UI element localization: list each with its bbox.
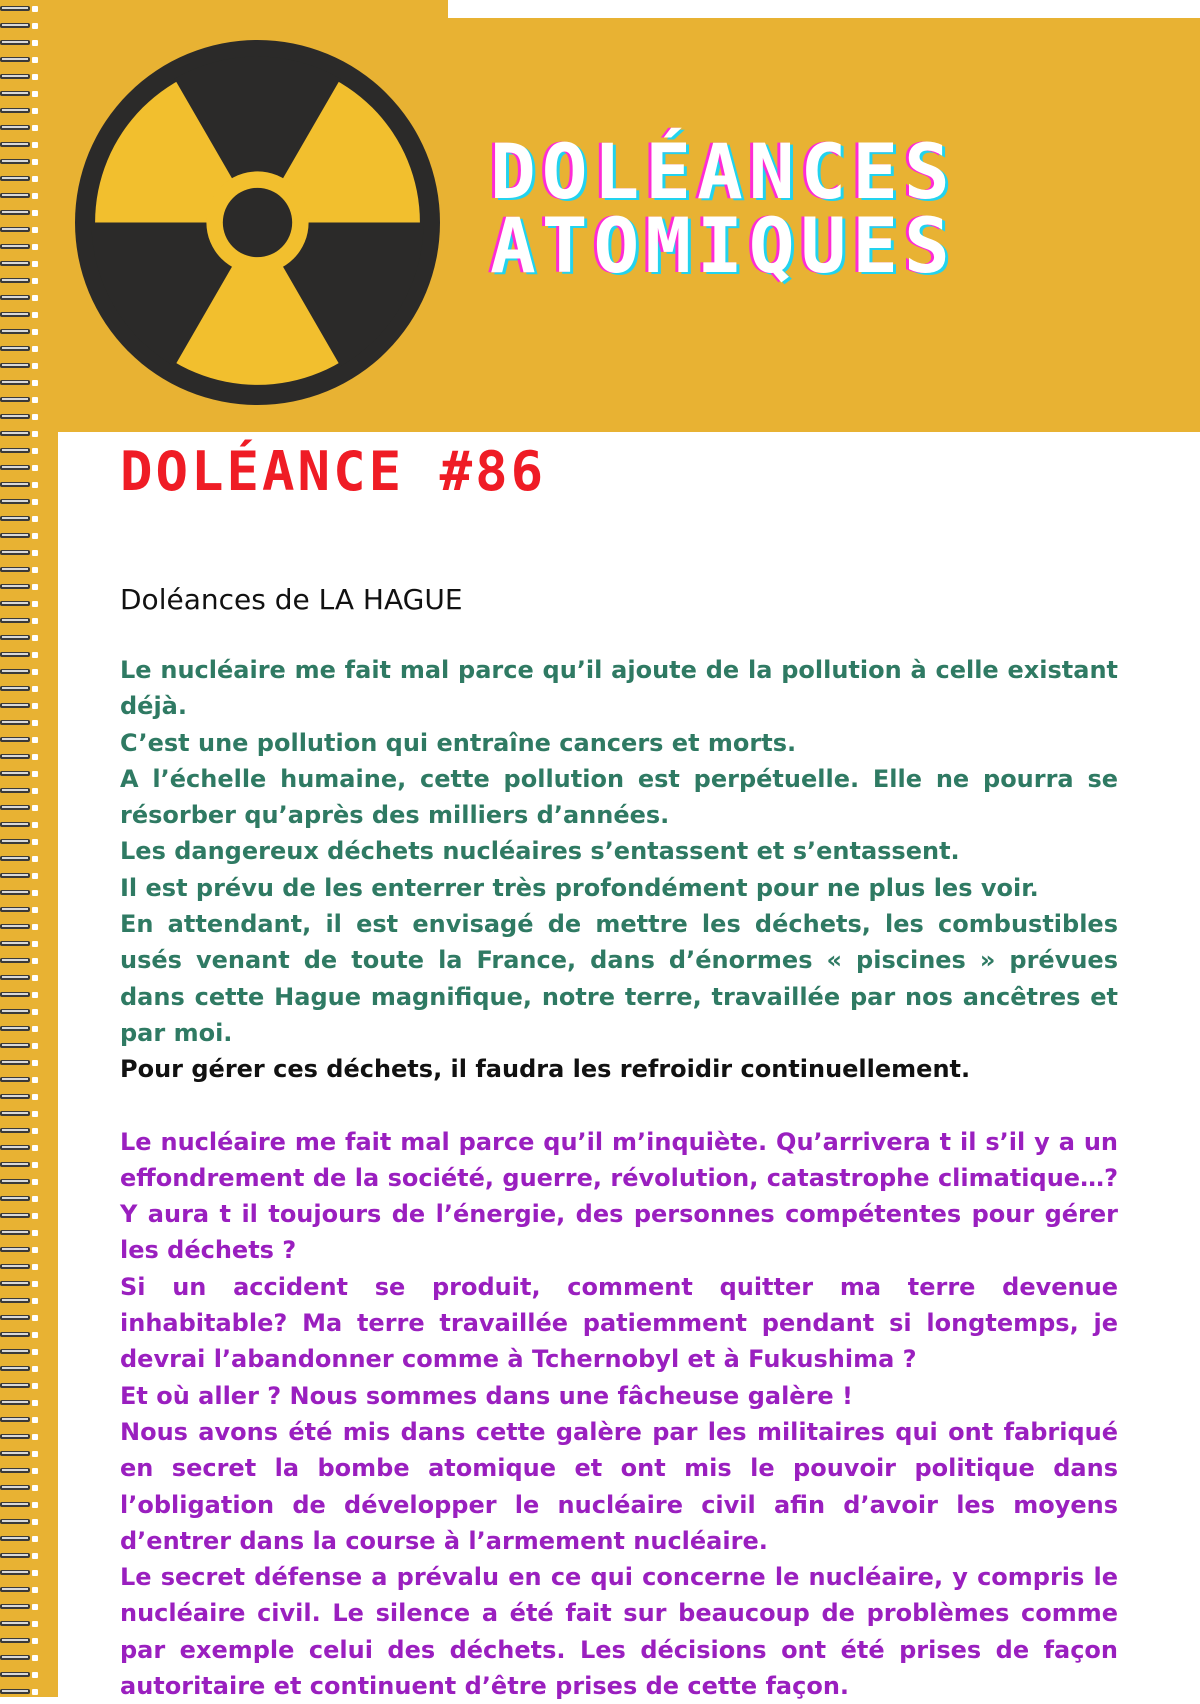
- spiral-ring: [0, 176, 38, 182]
- spiral-ring: [0, 1145, 38, 1151]
- spiral-ring: [0, 1315, 38, 1321]
- spiral-ring: [0, 91, 38, 97]
- spiral-ring: [0, 6, 38, 12]
- spiral-ring: [0, 635, 38, 641]
- spiral-binding: [0, 0, 58, 1697]
- paragraph-line: Le secret défense a prévalu en ce qui concerne le nucléaire, y compris le nucléaire civil. Le silence a été fait sur beaucoup de problèmes comme par exemple celui des déchets. Les décisions ont été prises de façon autoritaire et continuent d’être prises de cette façon.: [120, 1563, 1118, 1701]
- spiral-ring: [0, 1485, 38, 1491]
- paragraph-line: Le nucléaire me fait mal parce qu’il m’inquiète. Qu’arrivera t il s’il y a un effondrement de la société, guerre, révolution, catastrophe climatique…?Y aura t il toujours de l’énergie, des personnes compétentes pour gérer les déchets ?: [120, 1127, 1118, 1265]
- title-line-1: DOLÉANCES: [490, 127, 956, 216]
- spiral-ring: [0, 397, 38, 403]
- spiral-ring: [0, 1332, 38, 1338]
- spiral-ring: [0, 329, 38, 335]
- spiral-ring: [0, 261, 38, 267]
- spiral-ring: [0, 1281, 38, 1287]
- paragraph-line: Et où aller ? Nous sommes dans une fâcheuse galère !: [120, 1381, 853, 1410]
- spiral-ring: [0, 618, 38, 624]
- spiral-ring: [0, 1043, 38, 1049]
- spiral-ring: [0, 873, 38, 879]
- spiral-ring: [0, 312, 38, 318]
- spiral-ring: [0, 244, 38, 250]
- section-inquietude: [120, 1124, 1118, 1704]
- paragraph-line: Il est prévu de les enterrer très profondément pour ne plus les voir.: [120, 873, 1039, 902]
- spiral-ring: [0, 482, 38, 488]
- spiral-ring: [0, 1519, 38, 1525]
- spiral-ring: [0, 465, 38, 471]
- paragraph-line: En attendant, il est envisagé de mettre les déchets, les combustibles usés venant de toute la France, dans d’énormes « piscines » prévues dans cette Hague magnifique, notre terre, travaillée par nos ancêtres et par moi.: [120, 910, 1118, 1047]
- spiral-ring: [0, 856, 38, 862]
- spiral-ring: [0, 1672, 38, 1678]
- spiral-ring: [0, 924, 38, 930]
- spiral-ring: [0, 1213, 38, 1219]
- spiral-ring: [0, 380, 38, 386]
- spiral-ring: [0, 652, 38, 658]
- spiral-ring: [0, 1179, 38, 1185]
- spiral-ring: [0, 703, 38, 709]
- spiral-ring: [0, 1536, 38, 1542]
- spiral-ring: [0, 1230, 38, 1236]
- spiral-ring: [0, 363, 38, 369]
- spiral-ring: [0, 346, 38, 352]
- spiral-ring: [0, 278, 38, 284]
- spiral-ring: [0, 1400, 38, 1406]
- spiral-ring: [0, 499, 38, 505]
- spiral-ring: [0, 890, 38, 896]
- spiral-ring: [0, 1060, 38, 1066]
- spiral-ring: [0, 1026, 38, 1032]
- spiral-ring: [0, 414, 38, 420]
- spiral-ring: [0, 57, 38, 63]
- spiral-ring: [0, 533, 38, 539]
- spiral-ring: [0, 720, 38, 726]
- spiral-ring: [0, 1553, 38, 1559]
- spiral-ring: [0, 958, 38, 964]
- spiral-ring: [0, 975, 38, 981]
- spiral-ring: [0, 839, 38, 845]
- spiral-ring: [0, 431, 38, 437]
- spiral-ring: [0, 125, 38, 131]
- spiral-ring: [0, 1077, 38, 1083]
- spiral-ring: [0, 992, 38, 998]
- spiral-ring: [0, 1247, 38, 1253]
- paragraph-line: A l’échelle humaine, cette pollution est perpétuelle. Elle ne pourra se résorber qu’après des milliers d’années.: [120, 764, 1118, 830]
- spiral-ring: [0, 907, 38, 913]
- spiral-ring: [0, 754, 38, 760]
- spiral-ring: [0, 1366, 38, 1372]
- spiral-ring: [0, 567, 38, 573]
- spiral-ring: [0, 210, 38, 216]
- paragraph-line: Si un accident se produit, comment quitter ma terre devenue inhabitable? Ma terre travaillée patiemment pendant si longtemps, je devrai l’abandonner comme à Tchernobyl et à Fukushima ?: [120, 1272, 1118, 1374]
- spiral-ring: [0, 23, 38, 29]
- document-subtitle: Doléances de LA HAGUE: [120, 583, 463, 616]
- spiral-ring: [0, 227, 38, 233]
- spiral-ring: [0, 193, 38, 199]
- spiral-ring: [0, 584, 38, 590]
- page-title: [490, 127, 1190, 290]
- spiral-ring: [0, 941, 38, 947]
- spiral-ring: [0, 1009, 38, 1015]
- spiral-ring: [0, 1638, 38, 1644]
- spiral-ring: [0, 1451, 38, 1457]
- spiral-ring: [0, 1434, 38, 1440]
- spiral-ring: [0, 1655, 38, 1661]
- spiral-ring: [0, 1094, 38, 1100]
- spiral-ring: [0, 771, 38, 777]
- spiral-ring: [0, 1162, 38, 1168]
- spiral-ring: [0, 686, 38, 692]
- spiral-ring: [0, 1689, 38, 1695]
- title-line-2: ATOMIQUES: [490, 201, 956, 290]
- spiral-ring: [0, 1468, 38, 1474]
- spiral-ring: [0, 1264, 38, 1270]
- spiral-ring: [0, 601, 38, 607]
- paragraph-line: Nous avons été mis dans cette galère par les militaires qui ont fabriqué en secret la bombe atomique et ont mis le pouvoir politique dans l’obligation de développer le nucléaire civil afin d’avoir les moyens d’entrer dans la course à l’armement nucléaire.: [120, 1417, 1118, 1555]
- spiral-ring: [0, 1587, 38, 1593]
- spiral-ring: [0, 516, 38, 522]
- spiral-ring: [0, 550, 38, 556]
- spiral-ring: [0, 40, 38, 46]
- section-closing-line: Pour gérer ces déchets, il faudra les refroidir continuellement.: [120, 1055, 971, 1084]
- spiral-ring: [0, 1349, 38, 1355]
- spiral-ring: [0, 448, 38, 454]
- spiral-ring: [0, 1502, 38, 1508]
- section-pollution: [120, 652, 1118, 1051]
- spiral-ring: [0, 1298, 38, 1304]
- spiral-ring: [0, 737, 38, 743]
- paragraph-line: Les dangereux déchets nucléaires s’entassent et s’entassent.: [120, 837, 960, 866]
- spiral-ring: [0, 788, 38, 794]
- paragraph-line: C’est une pollution qui entraîne cancers et morts.: [120, 728, 797, 757]
- spiral-ring: [0, 669, 38, 675]
- spiral-ring: [0, 1111, 38, 1117]
- spiral-ring: [0, 1417, 38, 1423]
- spiral-ring: [0, 142, 38, 148]
- spiral-ring: [0, 74, 38, 80]
- spiral-ring: [0, 108, 38, 114]
- doleance-number: DOLÉANCE #86: [120, 440, 547, 503]
- spiral-ring: [0, 295, 38, 301]
- spiral-ring: [0, 1196, 38, 1202]
- spiral-ring: [0, 822, 38, 828]
- spiral-ring: [0, 805, 38, 811]
- spiral-ring: [0, 1383, 38, 1389]
- paragraph-line: Le nucléaire me fait mal parce qu’il ajoute de la pollution à celle existant déjà.: [120, 656, 1118, 721]
- document-body: [120, 580, 1118, 1704]
- spiral-ring: [0, 1621, 38, 1627]
- spiral-ring: [0, 1604, 38, 1610]
- radiation-icon: [75, 40, 440, 405]
- spiral-ring: [0, 1128, 38, 1134]
- spiral-ring: [0, 159, 38, 165]
- spiral-ring: [0, 1570, 38, 1576]
